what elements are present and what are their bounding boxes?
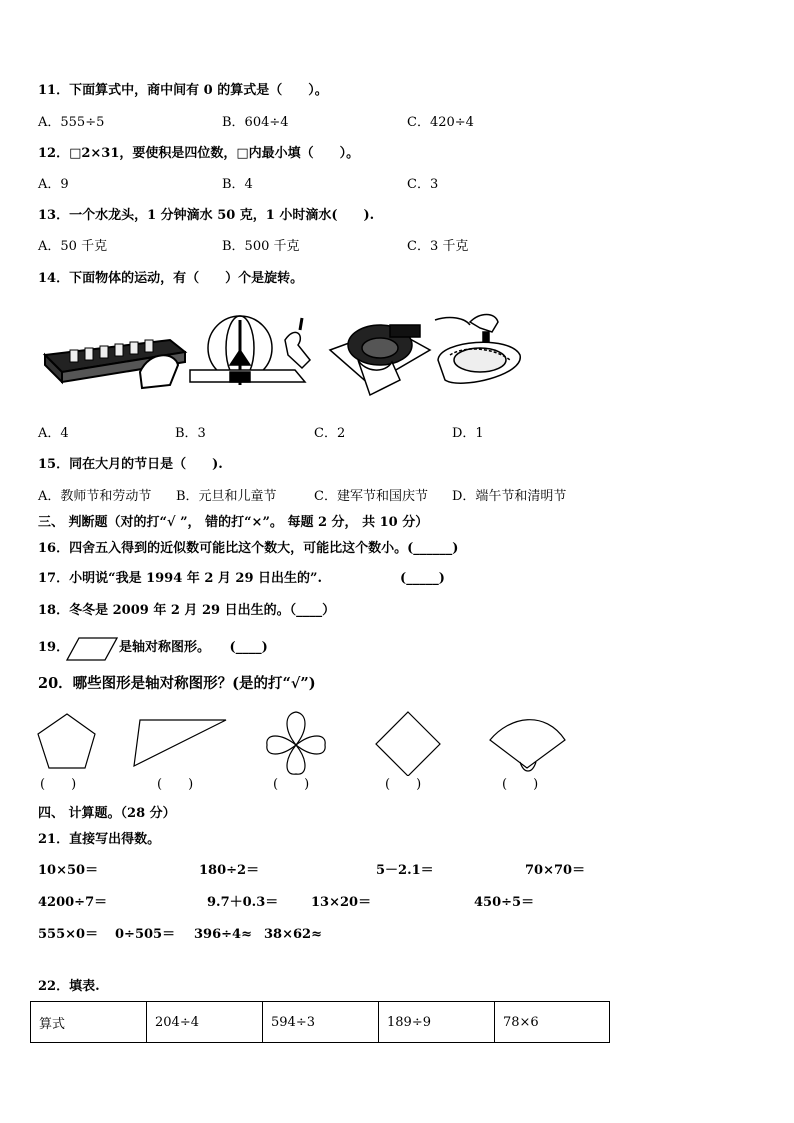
motion-pictures-image: [40, 310, 530, 420]
q13-stem: 13．一个水龙头，1 分钟滴水 50 克，1 小时滴水( ).: [38, 208, 375, 223]
steering-wheel-drawing: [330, 325, 430, 395]
q19-statement[interactable]: 是轴对称图形。 (____): [119, 640, 268, 655]
q20-blank-3[interactable]: ( ): [273, 777, 310, 792]
table-cell[interactable]: 78×6: [495, 1002, 610, 1043]
q20-blank-2[interactable]: ( ): [157, 777, 194, 792]
calc-item[interactable]: 9.7＋0.3＝: [207, 895, 279, 910]
calc-item[interactable]: 38×62≈: [264, 927, 322, 942]
q12-option-b[interactable]: B．4: [222, 177, 253, 192]
fan-shape: [490, 720, 565, 771]
q14-option-b[interactable]: B．3: [175, 426, 206, 441]
q15-stem: 15．同在大月的节日是（ ).: [38, 457, 223, 472]
q11-option-b[interactable]: B．604÷4: [222, 115, 289, 130]
calc-item[interactable]: 70×70＝: [525, 863, 586, 878]
q20-blank-5[interactable]: ( ): [502, 777, 539, 792]
q15-option-b[interactable]: B．元旦和儿童节: [176, 489, 277, 504]
section-3-heading: 三、 判断题（对的打“√ ”， 错的打“×”。 每题 2 分， 共 10 分）: [38, 515, 429, 530]
calc-item[interactable]: 450÷5＝: [474, 895, 535, 910]
fill-table: [30, 1001, 610, 1043]
q15-option-a[interactable]: A．教师节和劳动节: [38, 489, 152, 504]
q19-number: 19．: [38, 640, 70, 655]
q14-option-c[interactable]: C．2: [314, 426, 346, 441]
q20-stem: 20．哪些图形是轴对称图形？(是的打“√”): [38, 675, 316, 692]
q14-option-a[interactable]: A．4: [38, 426, 69, 441]
abacus-drawing: [45, 340, 185, 388]
q18-statement[interactable]: 18．冬冬是 2009 年 2 月 29 日出生的。（____）: [38, 603, 336, 618]
square-diamond-shape: [376, 712, 440, 776]
q15-option-d[interactable]: D．端午节和清明节: [452, 489, 567, 504]
table-cell[interactable]: 204÷4: [147, 1002, 263, 1043]
sink-faucet-drawing: [435, 315, 520, 384]
q17-statement[interactable]: 17．小明说“我是 1994 年 2 月 29 日出生的”. (_____): [38, 571, 445, 586]
calc-item[interactable]: 396÷4≈: [194, 927, 252, 942]
parallelogram-shape: [65, 636, 119, 662]
q13-option-a[interactable]: A．50 千克: [38, 239, 108, 254]
q13-option-b[interactable]: B．500 千克: [222, 239, 300, 254]
four-leaf-flower-shape: [267, 712, 325, 774]
calc-item[interactable]: 13×20＝: [311, 895, 372, 910]
triangle-shape: [134, 720, 226, 766]
q14-stem: 14．下面物体的运动，有（ ）个是旋转。: [38, 271, 304, 286]
calc-item[interactable]: 555×0＝: [38, 927, 99, 942]
q13-option-c[interactable]: C．3 千克: [407, 239, 469, 254]
q12-option-a[interactable]: A．9: [38, 177, 69, 192]
table-header-cell: 算式: [31, 1002, 147, 1043]
pentagon-shape: [38, 714, 95, 768]
calc-item[interactable]: 180÷2＝: [199, 863, 260, 878]
calc-item[interactable]: 0÷505＝: [115, 927, 176, 942]
q11-option-c[interactable]: C．420÷4: [407, 115, 474, 130]
q20-blank-4[interactable]: ( ): [385, 777, 422, 792]
q11-option-a[interactable]: A．555÷5: [38, 115, 105, 130]
q14-option-d[interactable]: D．1: [452, 426, 484, 441]
q12-stem: 12．□2×31，要使积是四位数，□内最小填（ ）。: [38, 146, 360, 161]
table-row: [31, 1002, 610, 1043]
calc-item[interactable]: 10×50＝: [38, 863, 99, 878]
q21-stem: 21．直接写出得数。: [38, 832, 161, 847]
q16-statement[interactable]: 16．四舍五入得到的近似数可能比这个数大，可能比这个数小。(______): [38, 541, 459, 556]
globe-drawing: [190, 316, 310, 385]
q22-stem: 22．填表.: [38, 979, 100, 994]
q20-blank-1[interactable]: ( ): [40, 777, 77, 792]
calc-item[interactable]: 5－2.1＝: [376, 863, 434, 878]
table-cell[interactable]: 594÷3: [263, 1002, 379, 1043]
q12-option-c[interactable]: C．3: [407, 177, 439, 192]
q20-shapes: [30, 700, 590, 776]
table-cell[interactable]: 189÷9: [379, 1002, 495, 1043]
calc-item[interactable]: 4200÷7＝: [38, 895, 108, 910]
section-4-heading: 四、 计算题。（28 分）: [38, 806, 176, 821]
q15-option-c[interactable]: C．建军节和国庆节: [314, 489, 428, 504]
q11-stem: 11．下面算式中，商中间有 0 的算式是（ ）。: [38, 83, 328, 98]
